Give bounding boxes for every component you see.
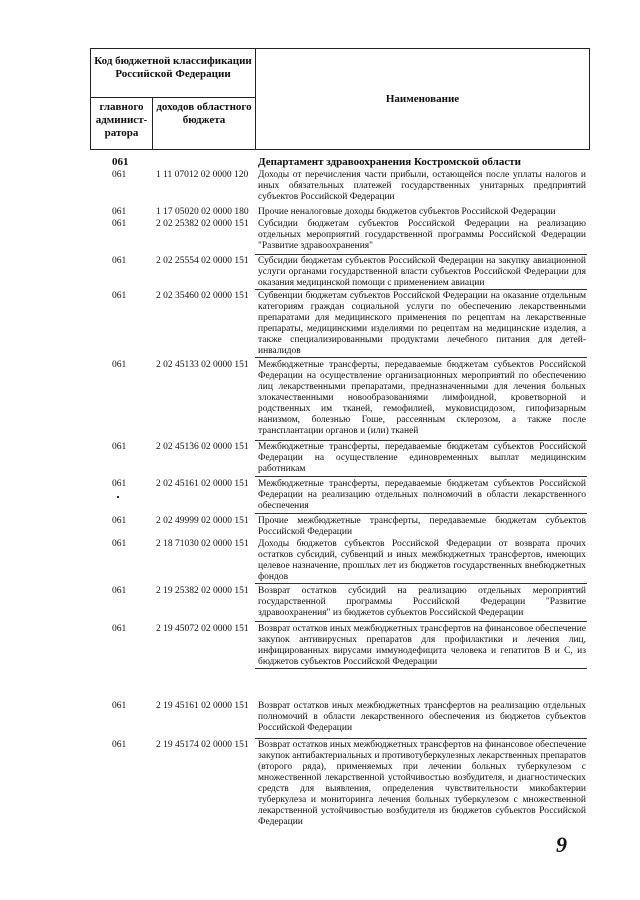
admin-code: 061: [112, 219, 127, 229]
income-code: 2 02 25382 02 0000 151: [156, 219, 249, 229]
income-code: 2 19 45072 02 0000 151: [156, 624, 249, 634]
row-name: Возврат остатков иных межбюджетных трансфертов на финансовое обеспечение закупок антибактериальных и противотуберкулезных лекарственных препаратов (второго ряда), применяемых при лечении больных туберкулезом с множественной лекарственной устойчивостью возбудителя, и диагностических средств для выявления, определения чувствительности микобактерии туберкулеза и мониторинга лечения больных туберкулезом с множественной лекарственной устойчивостью возбудителя из бюджетов субъектов Российской Федерации: [258, 740, 586, 827]
scan-speck: [117, 496, 119, 498]
row-name: Прочие межбюджетные трансферты, передаваемые бюджетам субъектов Российской Федерации: [258, 516, 586, 537]
page-number: 9: [556, 832, 567, 857]
row-separator: [255, 357, 587, 358]
code-classification-title: Код бюджетной классификации Российской Федерации: [91, 49, 255, 98]
row-separator: [255, 289, 587, 290]
income-code: 2 19 45174 02 0000 151: [156, 740, 249, 750]
admin-code: 061: [112, 539, 127, 549]
income-code: 2 02 25554 02 0000 151: [156, 256, 249, 266]
income-code: 2 02 49999 02 0000 151: [156, 516, 249, 526]
row-name: Возврат остатков субсидий на реализацию отдельных мероприятий государственной программы Российской Федерации "Развитие здравоохранения" из бюджетов субъектов Российской Федерации: [258, 586, 586, 618]
income-code: 2 02 45133 02 0000 151: [156, 360, 249, 370]
row-separator: [255, 513, 587, 514]
income-code: 1 11 07012 02 0000 120: [156, 170, 249, 180]
admin-code: 061: [112, 740, 127, 750]
row-name: Доходы от перечисления части прибыли, остающейся после уплаты налогов и иных обязательных платежей государственных унитарных предприятий субъектов Российской Федерации: [258, 170, 586, 202]
income-code: 2 18 71030 02 0000 151: [156, 539, 249, 549]
row-name: Возврат остатков иных межбюджетных трансфертов на реализацию отдельных полномочий в области лекарственного обеспечения из бюджетов субъектов Российской Федерации: [258, 701, 586, 733]
income-code: 2 19 25382 02 0000 151: [156, 586, 249, 596]
row-name: Межбюджетные трансферты, передаваемые бюджетам субъектов Российской Федерации на осуществление единовременных выплат медицинским работникам: [258, 442, 586, 474]
row-name: Субсидии бюджетам субъектов Российской Федерации на реализацию отдельных мероприятий государственной программы Российской Федерации "Развитие здравоохранения": [258, 219, 586, 251]
row-separator: [255, 668, 587, 669]
admin-subheader: главного админист-ратора: [91, 98, 153, 149]
admin-code: 061: [112, 170, 127, 180]
income-code: 1 17 05020 02 0000 180: [156, 207, 249, 217]
admin-code: 061: [112, 479, 127, 489]
admin-code: 061: [112, 586, 127, 596]
income-code: 2 02 45161 02 0000 151: [156, 479, 249, 489]
row-name: Межбюджетные трансферты, передаваемые бюджетам субъектов Российской Федерации на осуществление организационных мероприятий по обеспечению лиц лекарственными препаратами, предназначенными для лечения больных злокачественными новообразованиями лимфоидной, кроветворной и родственных им тканей, гемофилией, муковисцидозом, гипофизарным нанизмом, болезнью Гоше, рассеянным склерозом, а также после трансплантации органов и (или) тканей: [258, 360, 586, 436]
admin-code: 061: [112, 207, 127, 217]
row-name: Доходы бюджетов субъектов Российской Федерации от возврата прочих остатков субсидий, субвенций и иных межбюджетных трансфертов, имеющих целевое назначение, прошлых лет из бюджетов государственных внебюджетных фондов: [258, 539, 586, 582]
income-code: 2 19 45161 02 0000 151: [156, 701, 249, 711]
income-subheader: доходов областного бюджета: [156, 101, 252, 126]
row-separator: [255, 583, 587, 584]
department-code: 061: [112, 156, 129, 168]
row-separator: [255, 254, 587, 255]
admin-code: 061: [112, 442, 127, 452]
row-name: Межбюджетные трансферты, передаваемые бюджетам субъектов Российской Федерации на реализацию отдельных полномочий в области лекарственного обеспечения: [258, 479, 586, 511]
row-separator: [255, 476, 587, 477]
department-name: Департамент здравоохранения Костромской области: [258, 156, 521, 168]
row-name: Возврат остатков иных межбюджетных трансфертов на финансовое обеспечение закупок антивирусных препаратов для профилактики и лечения лиц, инфицированных вирусами иммунодефицита человека и гепатитов В и С, из бюджетов субъектов Российской Федерации: [258, 624, 586, 667]
row-name: Субсидии бюджетам субъектов Российской Федерации на закупку авиационной услуги органами государственной власти субъектов Российской Федерации для оказания медицинской помощи с применением авиации: [258, 256, 586, 288]
income-code: 2 02 35460 02 0000 151: [156, 291, 249, 301]
row-separator: [255, 621, 587, 622]
name-column-header: Наименование: [385, 93, 460, 105]
admin-code: 061: [112, 701, 127, 711]
row-separator: [255, 738, 587, 739]
admin-code: 061: [112, 624, 127, 634]
income-code: 2 02 45136 02 0000 151: [156, 442, 249, 452]
row-name: Субвенции бюджетам субъектов Российской Федерации на оказание отдельным категориям граждан социальной услуги по обеспечению лекарственными препаратами для медицинского применения по рецептам на лекарственные препараты, медицинскими изделиями по рецептам на медицинские изделия, а также специализированными продуктами лечебного питания для детей-инвалидов: [258, 291, 586, 356]
admin-code: 061: [112, 256, 127, 266]
admin-code: 061: [112, 291, 127, 301]
admin-code: 061: [112, 516, 127, 526]
row-separator: [255, 440, 587, 441]
row-name: Прочие неналоговые доходы бюджетов субъектов Российской Федерации: [258, 207, 556, 217]
admin-code: 061: [112, 360, 127, 370]
